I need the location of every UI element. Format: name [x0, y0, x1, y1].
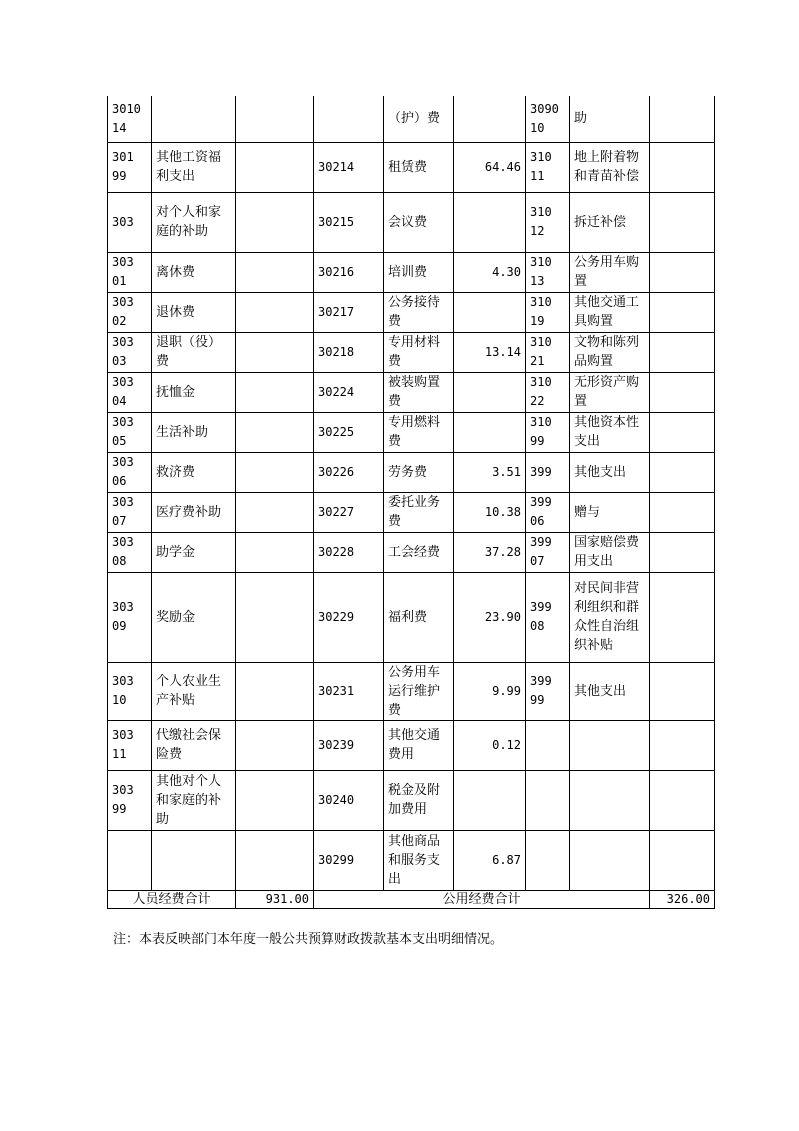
item-name-other: 拆迁补偿 [570, 192, 650, 252]
item-name-other [570, 720, 650, 770]
item-name-other: 其他支出 [570, 662, 650, 720]
econ-code-personnel: 303 01 [108, 252, 152, 292]
item-name-other: 对民间非营利组织和群众性自治组织补贴 [570, 572, 650, 662]
econ-code-personnel: 303 08 [108, 532, 152, 572]
table-row [108, 492, 715, 532]
econ-code-public: 30240 [314, 770, 384, 830]
econ-code-personnel: 301 99 [108, 142, 152, 192]
econ-code-other: 310 13 [526, 252, 570, 292]
public-total-label: 公用经费合计 [314, 890, 650, 908]
budget-detail-table [107, 96, 715, 909]
amount-public: 10.38 [454, 492, 526, 532]
item-name-personnel: 个人农业生产补贴 [152, 662, 236, 720]
econ-code-personnel: 303 [108, 192, 152, 252]
amount-personnel [236, 252, 314, 292]
amount-personnel [236, 452, 314, 492]
amount-public [454, 292, 526, 332]
amount-public: 64.46 [454, 142, 526, 192]
item-name-public: 被装购置费 [384, 372, 454, 412]
econ-code-other: 3090 10 [526, 96, 570, 142]
amount-other [650, 142, 715, 192]
amount-personnel [236, 412, 314, 452]
public-total-value: 326.00 [650, 890, 715, 908]
econ-code-public: 30226 [314, 452, 384, 492]
item-name-personnel: 医疗费补助 [152, 492, 236, 532]
econ-code-other: 399 08 [526, 572, 570, 662]
totals-row [108, 890, 715, 908]
amount-public: 3.51 [454, 452, 526, 492]
item-name-personnel: 其他工资福利支出 [152, 142, 236, 192]
econ-code-public: 30224 [314, 372, 384, 412]
table-row [108, 532, 715, 572]
amount-personnel [236, 142, 314, 192]
econ-code-personnel [108, 830, 152, 890]
econ-code-public: 30227 [314, 492, 384, 532]
amount-personnel [236, 662, 314, 720]
table-row [108, 332, 715, 372]
amount-other [650, 830, 715, 890]
item-name-other: 其他资本性支出 [570, 412, 650, 452]
table-row [108, 96, 715, 142]
amount-public: 6.87 [454, 830, 526, 890]
amount-personnel [236, 830, 314, 890]
item-name-other [570, 830, 650, 890]
item-name-other: 地上附着物和青苗补偿 [570, 142, 650, 192]
econ-code-public: 30231 [314, 662, 384, 720]
table-row [108, 192, 715, 252]
item-name-public: 税金及附加费用 [384, 770, 454, 830]
econ-code-personnel: 303 05 [108, 412, 152, 452]
item-name-public: 劳务费 [384, 452, 454, 492]
amount-other [650, 532, 715, 572]
item-name-personnel: 抚恤金 [152, 372, 236, 412]
econ-code-personnel: 303 07 [108, 492, 152, 532]
amount-other [650, 770, 715, 830]
item-name-other: 国家赔偿费用支出 [570, 532, 650, 572]
amount-other [650, 720, 715, 770]
econ-code-other: 399 07 [526, 532, 570, 572]
item-name-personnel: 退职（役）费 [152, 332, 236, 372]
econ-code-public: 30299 [314, 830, 384, 890]
amount-personnel [236, 372, 314, 412]
item-name-personnel: 退休费 [152, 292, 236, 332]
item-name-public: 公务接待费 [384, 292, 454, 332]
econ-code-personnel: 3010 14 [108, 96, 152, 142]
amount-public: 37.28 [454, 532, 526, 572]
item-name-public: 专用材料费 [384, 332, 454, 372]
item-name-other: 赠与 [570, 492, 650, 532]
amount-personnel [236, 292, 314, 332]
item-name-public: 公务用车运行维护费 [384, 662, 454, 720]
econ-code-other [526, 720, 570, 770]
table-row [108, 572, 715, 662]
item-name-other: 其他交通工具购置 [570, 292, 650, 332]
econ-code-other: 399 99 [526, 662, 570, 720]
econ-code-public: 30218 [314, 332, 384, 372]
item-name-public: 其他商品和服务支出 [384, 830, 454, 890]
amount-personnel [236, 332, 314, 372]
item-name-personnel [152, 96, 236, 142]
econ-code-public: 30239 [314, 720, 384, 770]
table-row [108, 830, 715, 890]
table-row [108, 720, 715, 770]
econ-code-other: 310 99 [526, 412, 570, 452]
amount-public: 9.99 [454, 662, 526, 720]
amount-other [650, 572, 715, 662]
econ-code-personnel: 303 03 [108, 332, 152, 372]
item-name-public: 其他交通费用 [384, 720, 454, 770]
amount-personnel [236, 96, 314, 142]
econ-code-public: 30215 [314, 192, 384, 252]
amount-public [454, 192, 526, 252]
item-name-personnel: 救济费 [152, 452, 236, 492]
item-name-other: 文物和陈列品购置 [570, 332, 650, 372]
amount-public: 0.12 [454, 720, 526, 770]
econ-code-public: 30217 [314, 292, 384, 332]
item-name-other [570, 770, 650, 830]
personnel-total-value: 931.00 [236, 890, 314, 908]
econ-code-public: 30228 [314, 532, 384, 572]
personnel-total-label: 人员经费合计 [108, 890, 236, 908]
item-name-public: 会议费 [384, 192, 454, 252]
econ-code-other: 310 11 [526, 142, 570, 192]
amount-other [650, 332, 715, 372]
econ-code-other: 310 22 [526, 372, 570, 412]
econ-code-other [526, 770, 570, 830]
amount-public: 23.90 [454, 572, 526, 662]
amount-personnel [236, 192, 314, 252]
amount-other [650, 252, 715, 292]
table-row [108, 412, 715, 452]
item-name-public: 租赁费 [384, 142, 454, 192]
econ-code-personnel: 303 09 [108, 572, 152, 662]
item-name-other: 其他支出 [570, 452, 650, 492]
amount-other [650, 192, 715, 252]
table-row [108, 452, 715, 492]
amount-other [650, 372, 715, 412]
item-name-other: 无形资产购置 [570, 372, 650, 412]
item-name-public: 福利费 [384, 572, 454, 662]
table-row [108, 662, 715, 720]
item-name-public: 专用燃料费 [384, 412, 454, 452]
item-name-personnel: 离休费 [152, 252, 236, 292]
item-name-personnel: 生活补助 [152, 412, 236, 452]
econ-code-personnel: 303 11 [108, 720, 152, 770]
amount-public [454, 770, 526, 830]
econ-code-other: 310 12 [526, 192, 570, 252]
amount-other [650, 492, 715, 532]
item-name-personnel: 代缴社会保险费 [152, 720, 236, 770]
amount-other [650, 96, 715, 142]
item-name-public: 委托业务费 [384, 492, 454, 532]
table-row [108, 372, 715, 412]
econ-code-other: 399 [526, 452, 570, 492]
econ-code-personnel: 303 04 [108, 372, 152, 412]
item-name-other: 公务用车购置 [570, 252, 650, 292]
econ-code-personnel: 303 02 [108, 292, 152, 332]
item-name-public: 培训费 [384, 252, 454, 292]
item-name-personnel: 奖励金 [152, 572, 236, 662]
econ-code-other: 399 06 [526, 492, 570, 532]
amount-public [454, 412, 526, 452]
amount-personnel [236, 532, 314, 572]
econ-code-public: 30214 [314, 142, 384, 192]
item-name-personnel: 助学金 [152, 532, 236, 572]
item-name-public: 工会经费 [384, 532, 454, 572]
item-name-other: 助 [570, 96, 650, 142]
amount-public: 4.30 [454, 252, 526, 292]
amount-personnel [236, 720, 314, 770]
econ-code-public: 30229 [314, 572, 384, 662]
table-row [108, 770, 715, 830]
amount-other [650, 412, 715, 452]
table-note: 注：本表反映部门本年度一般公共预算财政拨款基本支出明细情况。 [113, 932, 504, 947]
item-name-personnel: 其他对个人和家庭的补助 [152, 770, 236, 830]
amount-personnel [236, 492, 314, 532]
amount-public: 13.14 [454, 332, 526, 372]
econ-code-public: 30225 [314, 412, 384, 452]
econ-code-other: 310 19 [526, 292, 570, 332]
econ-code-public [314, 96, 384, 142]
amount-public [454, 96, 526, 142]
amount-public [454, 372, 526, 412]
table-row [108, 292, 715, 332]
econ-code-personnel: 303 10 [108, 662, 152, 720]
amount-other [650, 452, 715, 492]
item-name-personnel [152, 830, 236, 890]
amount-personnel [236, 572, 314, 662]
econ-code-personnel: 303 06 [108, 452, 152, 492]
amount-other [650, 662, 715, 720]
econ-code-other: 310 21 [526, 332, 570, 372]
item-name-public: （护）费 [384, 96, 454, 142]
econ-code-public: 30216 [314, 252, 384, 292]
item-name-personnel: 对个人和家庭的补助 [152, 192, 236, 252]
econ-code-personnel: 303 99 [108, 770, 152, 830]
amount-personnel [236, 770, 314, 830]
table-row [108, 252, 715, 292]
econ-code-other [526, 830, 570, 890]
table-row [108, 142, 715, 192]
amount-other [650, 292, 715, 332]
